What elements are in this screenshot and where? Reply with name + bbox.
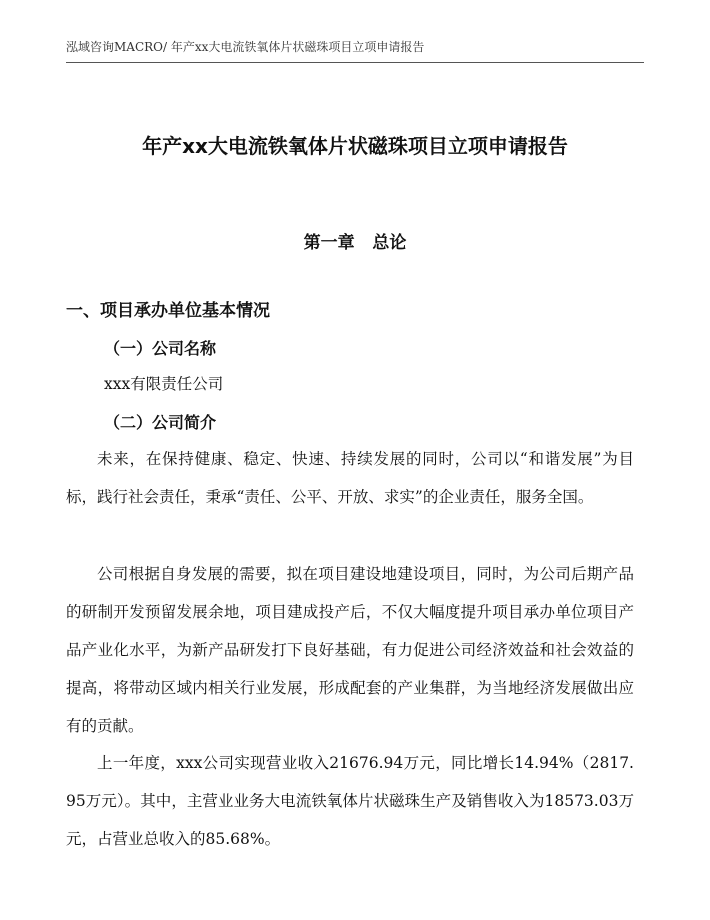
section-heading-company-info: 一、项目承办单位基本情况 [66, 301, 270, 321]
header-divider [66, 62, 644, 63]
chapter-title: 第一章 总论 [303, 233, 407, 253]
subsection-heading-company-profile: （二）公司简介 [104, 413, 217, 432]
running-header: 泓域咨询MACRO/ 年产xx大电流铁氧体片状磁珠项目立项申请报告 [66, 40, 425, 54]
document-title: 年产xx大电流铁氧体片状磁珠项目立项申请报告 [142, 134, 568, 158]
company-name-text: xxx有限责任公司 [104, 375, 224, 393]
paragraph-revenue: 上一年度，xxx公司实现营业收入21676.94万元，同比增长14.94%（2817.95万元）。其中，主营业业务大电流铁氧体片状磁珠生产及销售收入为18573.03万元，占营业总收入的85.68%。 [66, 754, 634, 848]
subsection-heading-company-name: （一）公司名称 [104, 339, 217, 358]
paragraph-project-benefits: 公司根据自身发展的需要，拟在项目建设地建设项目，同时，为公司后期产品的研制开发预留发展余地，项目建成投产后，不仅大幅度提升项目承办单位项目产品产业化水平，为新产品研发打下良好基础，有力促进公司经济效益和社会效益的提高，将带动区域内相关行业发展，形成配套的产业集群，为当地经济发展做出应有的贡献。 [66, 565, 634, 735]
paragraph-company-vision: 未来，在保持健康、稳定、快速、持续发展的同时，公司以“和谐发展”为目标，践行社会责任，秉承“责任、公平、开放、求实”的企业责任，服务全国。 [66, 450, 634, 506]
